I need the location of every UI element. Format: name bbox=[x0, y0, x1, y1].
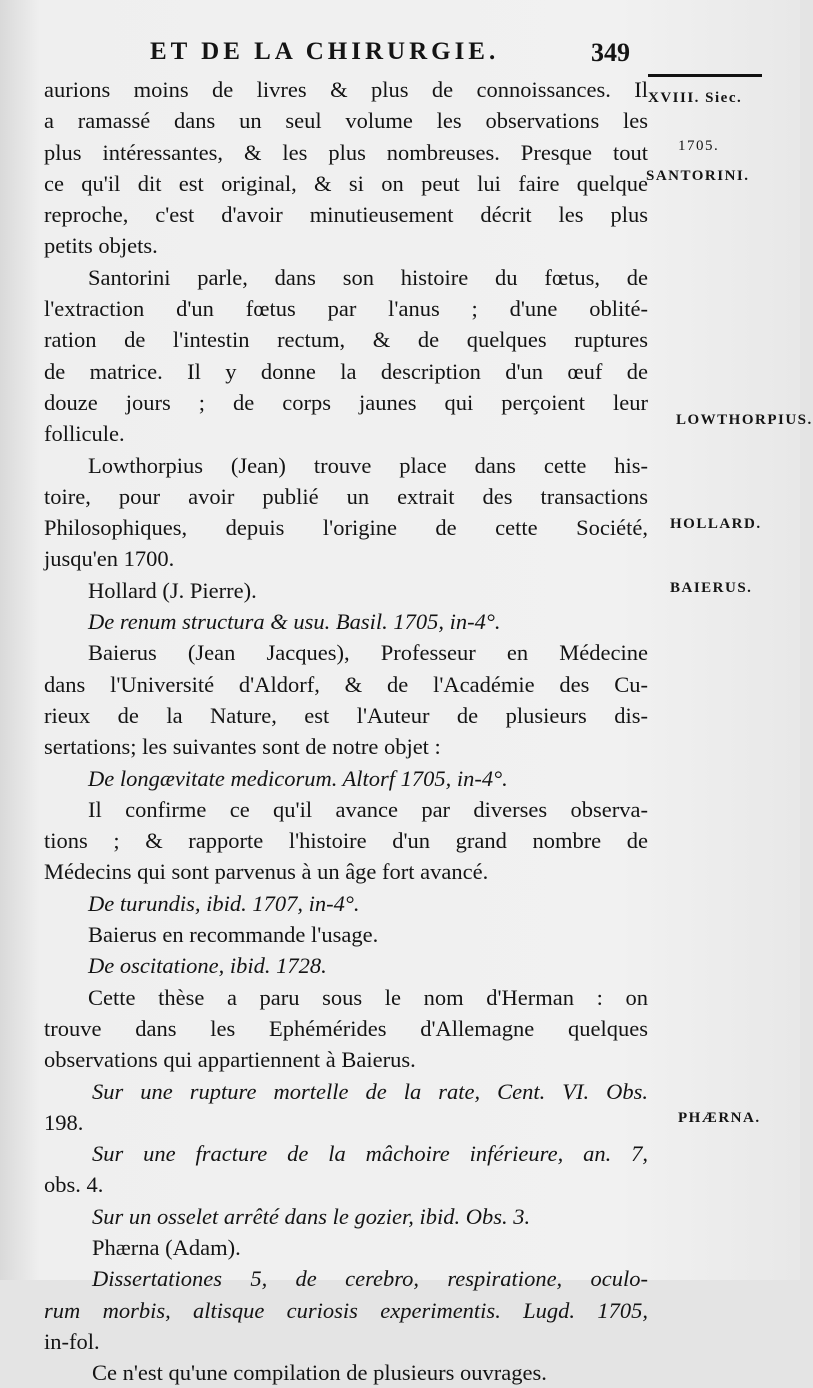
text-line: Il confirme ce qu'il avance par diverses observa- bbox=[88, 796, 648, 822]
page-header bbox=[150, 38, 630, 72]
text-line: Médecins qui sont parvenus à un âge fort avancé. bbox=[44, 859, 489, 885]
text-line: Sur une rupture mortelle de la rate, Cent. VI. Obs. bbox=[92, 1078, 648, 1104]
text-line: Baierus (Jean Jacques), Professeur en Médecine bbox=[88, 640, 648, 666]
text-line: petits objets. bbox=[44, 233, 158, 259]
text-line: De oscitatione, ibid. 1728. bbox=[88, 953, 327, 979]
text-line: obs. 4. bbox=[44, 1172, 104, 1198]
text-line: sertations; les suivantes sont de notre objet : bbox=[44, 734, 441, 760]
text-line: Cette thèse a paru sous le nom d'Herman : on bbox=[88, 984, 648, 1010]
text-line: observations qui appartiennent à Baierus. bbox=[44, 1047, 416, 1073]
margin-note-santorini: SANTORINI. bbox=[646, 168, 750, 184]
margin-note-baierus: BAIERUS. bbox=[670, 580, 753, 596]
text-line: aurions moins de livres & plus de connoissances. Il bbox=[44, 77, 648, 102]
text-line: Phærna (Adam). bbox=[92, 1234, 241, 1260]
text-line: jusqu'en 1700. bbox=[44, 546, 175, 572]
running-title: ET DE LA CHIRURGIE. bbox=[150, 38, 500, 65]
text-line: ce qu'il dit est original, & si on peut lui faire quelque bbox=[44, 170, 648, 196]
text-line: de matrice. Il y donne la description d'un œuf de bbox=[44, 358, 648, 384]
text-line: rieux de la Nature, est l'Auteur de plusieurs dis- bbox=[44, 702, 648, 728]
text-line: Hollard (J. Pierre). bbox=[88, 577, 257, 603]
text-line: dans l'Université d'Aldorf, & de l'Académie des Cu- bbox=[44, 671, 648, 697]
text-line: in-fol. bbox=[44, 1328, 100, 1354]
margin-note-phaerna: PHÆRNA. bbox=[678, 1110, 761, 1126]
text-line: rum morbis, altisque curiosis experimentis. Lugd. 1705, bbox=[44, 1297, 648, 1323]
page-number: 349 bbox=[591, 38, 630, 67]
margin-rule bbox=[648, 74, 762, 77]
text-line: De renum structura & usu. Basil. 1705, in-4°. bbox=[88, 609, 501, 635]
text-line: Santorini parle, dans son histoire du fœtus, de bbox=[88, 264, 648, 290]
text-line: tions ; & rapporte l'histoire d'un grand nombre de bbox=[44, 828, 648, 854]
text-line: Philosophiques, depuis l'origine de cette Société, bbox=[44, 515, 648, 541]
text-line: Dissertationes 5, de cerebro, respiratione, oculo- bbox=[92, 1266, 648, 1292]
text-line: Sur une fracture de la mâchoire inférieure, an. 7, bbox=[92, 1141, 648, 1167]
text-line: douze jours ; de corps jaunes qui perçoient leur bbox=[44, 389, 648, 415]
text-line: De turundis, ibid. 1707, in-4°. bbox=[88, 890, 360, 916]
text-line: trouve dans les Ephémérides d'Allemagne quelques bbox=[44, 1015, 648, 1041]
body-text bbox=[44, 74, 648, 1388]
text-line: follicule. bbox=[44, 421, 125, 447]
text-line: toire, pour avoir publié un extrait des transactions bbox=[44, 483, 648, 509]
text-line: 198. bbox=[44, 1109, 84, 1135]
text-line: a ramassé dans un seul volume les observations les bbox=[44, 108, 648, 134]
margin-note-century: XVIII. Siec. bbox=[648, 90, 743, 106]
text-line: plus intéressantes, & les plus nombreuses. Presque tout bbox=[44, 139, 648, 165]
text-line: Ce n'est qu'une compilation de plusieurs ouvrages. bbox=[92, 1360, 547, 1386]
margin-note-hollard: HOLLARD. bbox=[670, 516, 762, 532]
margin-note-year: 1705. bbox=[678, 138, 720, 154]
text-line: Lowthorpius (Jean) trouve place dans cette his- bbox=[88, 452, 648, 478]
margin-note-lowthorpius: LOWTHORPIUS. bbox=[676, 412, 813, 428]
text-line: reproche, c'est d'avoir minutieusement décrit les plus bbox=[44, 202, 648, 228]
text-line: l'extraction d'un fœtus par l'anus ; d'une oblité- bbox=[44, 296, 648, 322]
text-line: De longævitate medicorum. Altorf 1705, in-4°. bbox=[88, 765, 508, 791]
text-line: Baierus en recommande l'usage. bbox=[88, 922, 379, 948]
text-line: Sur un osselet arrêté dans le gozier, ibid. Obs. 3. bbox=[92, 1203, 531, 1229]
text-line: ration de l'intestin rectum, & de quelques ruptures bbox=[44, 327, 648, 353]
